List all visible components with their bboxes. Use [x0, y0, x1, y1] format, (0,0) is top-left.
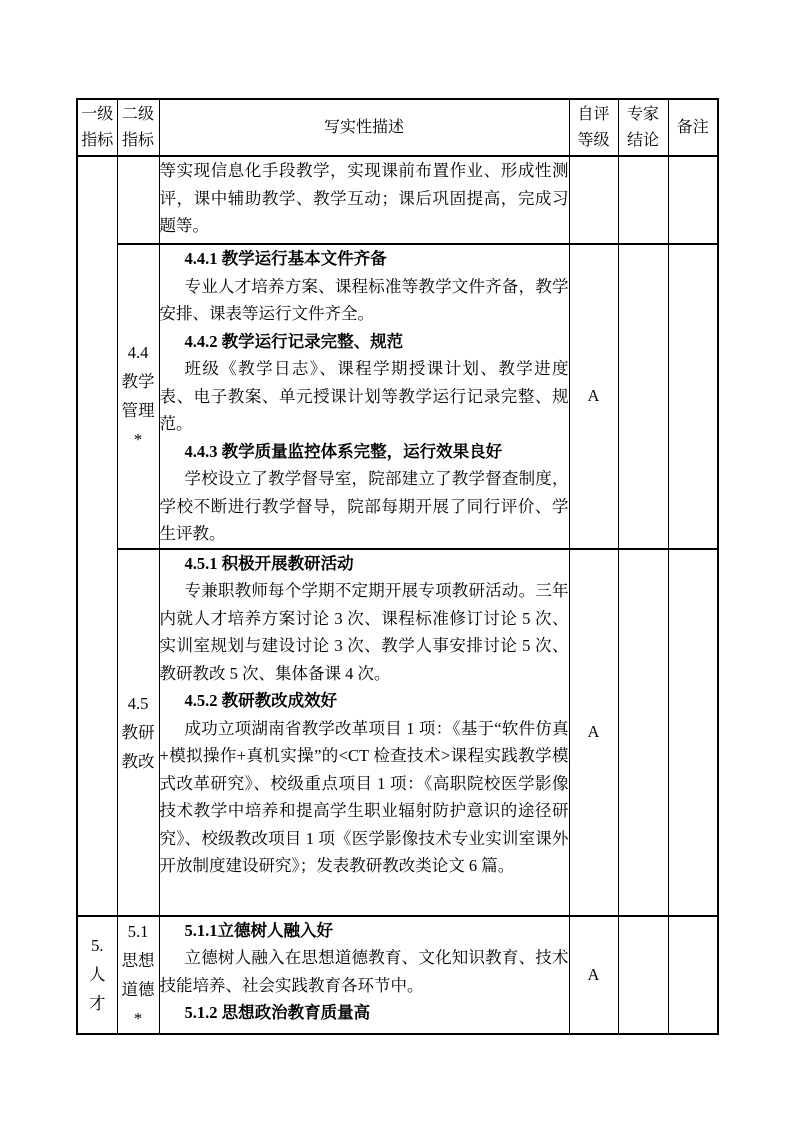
- description-paragraph: 成功立项湖南省教学改革项目 1 项：《基于“软件仿真+模拟操作+真机实操”的<CT 检查技术>课程实践教学模式改革研究》、校级重点项目 1 项：《高职院校医学影像技术教学中培养和提高学生职业辐射防护意识的途径研究》、校级教改项目 1 项《医学影像技术专业实训室课外开放制度建设研究》；发表教研教改类论文 6 篇。: [159, 718, 569, 875]
- remark-cell: [668, 156, 718, 244]
- expert-conclusion-cell: [618, 549, 668, 916]
- criterion-heading: 4.5.1 积极开展教研活动: [184, 553, 354, 573]
- column-header-expert-conclusion: [618, 99, 668, 156]
- indicator-line: 4.5: [127, 693, 149, 713]
- table-row-4-4: [77, 244, 718, 549]
- expert-conclusion-cell: [618, 156, 668, 244]
- criterion-heading: 5.1.2 思想政治教育质量高: [184, 1003, 371, 1022]
- table-header-row: [77, 99, 718, 156]
- column-header-self-grade: [569, 99, 618, 156]
- header-line: 写实性描述: [323, 118, 404, 136]
- header-line: 自评: [577, 105, 610, 123]
- header-line: 等级: [577, 131, 610, 149]
- indicator-line: 管理*: [121, 401, 155, 450]
- header-line: 指标: [81, 131, 114, 149]
- table-row-5-1: [77, 916, 718, 1034]
- description-cell: [159, 549, 569, 916]
- column-header-description: [159, 99, 569, 156]
- indicator-line: 教学: [121, 372, 155, 392]
- indicator-line: 才: [89, 994, 106, 1013]
- column-header-level1-indicator: [77, 99, 117, 156]
- header-line: 结论: [626, 131, 659, 149]
- indicator-line: 人: [89, 965, 106, 984]
- description-cell: [159, 156, 569, 244]
- description-paragraph: 专业人才培养方案、课程标准等教学文件齐备，教学安排、课表等运行文件齐全。: [159, 276, 569, 323]
- level1-cell-section4-merged: [77, 156, 117, 916]
- evaluation-table: [76, 98, 719, 1035]
- criterion-heading: 4.4.3 教学质量监控体系完整，运行效果良好: [184, 441, 503, 461]
- header-line: 专家: [626, 105, 659, 123]
- indicator-line: 教改: [121, 751, 155, 771]
- criterion-heading: 4.5.2 教研教改成效好: [184, 691, 338, 710]
- indicator-line: 道德*: [121, 979, 155, 1028]
- criterion-heading: 5.1.1立德树人融入好: [184, 920, 333, 940]
- expert-conclusion-cell: [618, 244, 668, 549]
- level2-cell-4-4: [117, 244, 159, 549]
- indicator-line: 5.: [91, 936, 104, 955]
- indicator-line: 5.1: [127, 921, 149, 941]
- indicator-line: 思想: [121, 950, 155, 970]
- header-line: 指标: [121, 131, 154, 149]
- remark-cell: [668, 549, 718, 916]
- column-header-level2-indicator: [117, 99, 159, 156]
- description-paragraph: 立德树人融入在思想道德教育、文化知识教育、技术技能培养、社会实践教育各环节中。: [159, 948, 569, 995]
- level1-cell-section5: [77, 916, 117, 1034]
- self-grade-cell: [569, 156, 618, 244]
- header-line: 备注: [676, 118, 709, 136]
- description-paragraph: 班级《教学日志》、课程学期授课计划、教学进度表、电子教案、单元授课计划等教学运行记录完整、规范。: [159, 359, 569, 433]
- remark-cell: [668, 244, 718, 549]
- self-grade-cell: A: [569, 549, 618, 916]
- description-cell: [159, 916, 569, 1034]
- description-paragraph: 等实现信息化手段教学，实现课前布置作业、形成性测评，课中辅助教学、教学互动；课后巩固提高，完成习题等。: [159, 161, 569, 235]
- criterion-heading: 4.4.1 教学运行基本文件齐备: [184, 249, 387, 268]
- level2-cell-5-1: [117, 916, 159, 1034]
- header-line: 二级: [121, 105, 154, 123]
- self-grade-cell: A: [569, 244, 618, 549]
- description-cell: [159, 244, 569, 549]
- table-row-4-5: [77, 549, 718, 916]
- self-grade-cell: A: [569, 916, 618, 1034]
- description-paragraph: 学校设立了教学督导室，院部建立了教学督查制度，学校不断进行教学督导，院部每期开展了同行评价、学生评教。: [159, 469, 569, 543]
- column-header-remark: [668, 99, 718, 156]
- indicator-line: 4.4: [127, 343, 149, 363]
- remark-cell: [668, 916, 718, 1034]
- criterion-heading: 4.4.2 教学运行记录完整、规范: [184, 331, 404, 351]
- level2-cell-4-5: [117, 549, 159, 916]
- expert-conclusion-cell: [618, 916, 668, 1034]
- indicator-line: 教研: [121, 722, 155, 742]
- description-paragraph: 专兼职教师每个学期不定期开展专项教研活动。三年内就人才培养方案讨论 3 次、课程标准修订讨论 5 次、实训室规划与建设讨论 3 次、教学人事安排讨论 5 次、教研教改 5 次、集体备课 4 次。: [159, 581, 569, 683]
- table-row-4-continued: [77, 156, 718, 244]
- header-line: 一级: [81, 105, 114, 123]
- level2-cell-empty: [117, 156, 159, 244]
